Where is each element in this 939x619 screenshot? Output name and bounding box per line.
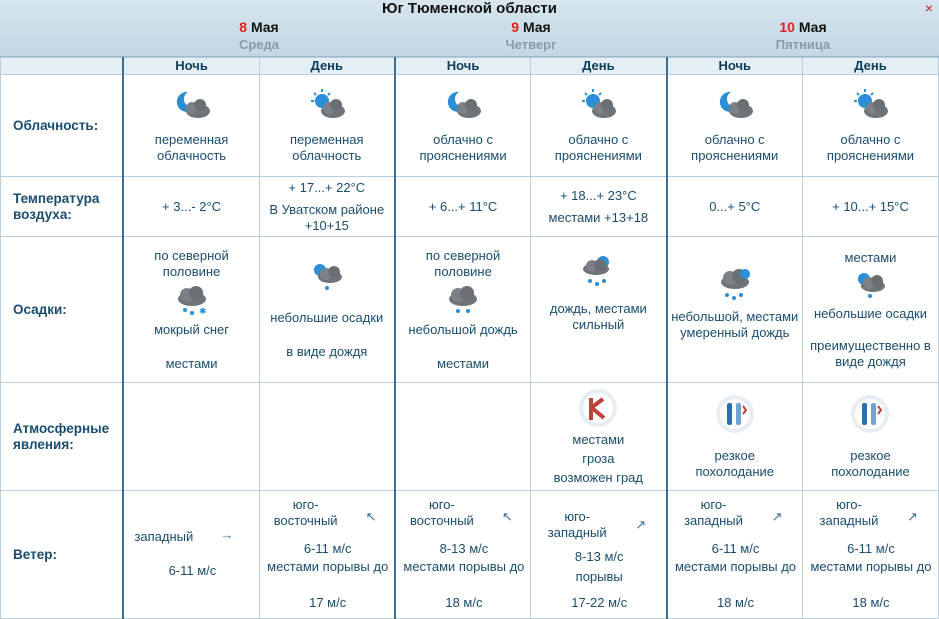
wind-direction: юго-западный — [547, 509, 607, 540]
temp-cell — [123, 177, 259, 237]
cloud-text: переменная облачность — [290, 131, 364, 163]
wind-cell — [667, 491, 803, 619]
sun-rain-cloud-icon — [307, 260, 347, 294]
wind-direction: западный — [134, 529, 194, 544]
cloud-text: облачно с прояснениями — [419, 131, 507, 163]
thermometer-cold-icon — [714, 394, 756, 434]
phen-text: гроза — [582, 450, 615, 466]
row-label-precip: Осадки: — [1, 237, 124, 383]
phen-row — [1, 383, 939, 491]
thunderstorm-icon — [577, 388, 619, 428]
cloud-text: облачно с прояснениями — [554, 131, 642, 163]
phen-cell — [802, 383, 938, 491]
sun-cloud-icon — [850, 88, 890, 122]
wind-gust: местами порывы до — [403, 559, 525, 574]
cloud-row — [1, 75, 939, 177]
wind-direction: юго-западный — [684, 497, 743, 528]
precip-text: дождь, местами сильный — [549, 300, 647, 332]
precip-text: небольшие осадки — [270, 309, 384, 325]
cloud-text: облачно с прояснениями — [691, 131, 779, 163]
forecast-table — [0, 57, 939, 619]
close-icon[interactable]: × — [924, 0, 933, 16]
day-number: 9 — [511, 19, 520, 35]
phen-text: местами — [572, 431, 625, 447]
wind-gust-value: 18 м/с — [716, 595, 755, 610]
sun-rain-cloud-icon — [578, 253, 618, 289]
rain-cloud-icon — [443, 284, 483, 316]
precip-text: небольшие осадки — [813, 305, 927, 321]
wind-row — [1, 491, 939, 619]
temp-cell — [395, 177, 531, 237]
phen-text: возможен град — [553, 469, 644, 485]
phen-text: резкое похолодание — [695, 447, 775, 479]
phen-cell — [531, 383, 667, 491]
temp-cell — [531, 177, 667, 237]
period-night: Ночь — [667, 58, 803, 75]
cloud-cell — [395, 75, 531, 177]
arrow-up-right-icon: ↗ — [771, 509, 783, 524]
wind-gust-value: 18 м/с — [852, 595, 890, 610]
precip-scope: местами — [844, 249, 897, 265]
arrow-up-left-icon: ↖ — [501, 509, 513, 524]
day-month: Мая — [250, 19, 279, 35]
precip-cell — [395, 237, 531, 383]
cloud-cell — [259, 75, 395, 177]
temp-row — [1, 177, 939, 237]
wind-direction: юго-западный — [819, 497, 879, 528]
phen-cell — [259, 383, 395, 491]
temp-range: + 17...+ 22°C — [288, 179, 366, 195]
moon-cloud-icon — [443, 88, 483, 122]
wind-cell — [259, 491, 395, 619]
temp-range: + 18...+ 23°C — [559, 187, 637, 203]
precip-text: небольшой, местами умеренный дождь — [671, 308, 799, 340]
weekday: Среда — [238, 37, 280, 52]
wind-gust: местами порывы до — [267, 559, 389, 574]
wind-gust-value: 18 м/с — [445, 595, 483, 610]
precip-note: местами — [437, 355, 489, 371]
temp-range: + 6...+ 11°C — [428, 198, 498, 214]
arrow-up-right-icon: ↗ — [906, 509, 918, 524]
svg-text:✱: ✱ — [198, 305, 207, 316]
wind-speed: 8-13 м/с — [574, 549, 624, 564]
precip-row — [1, 237, 939, 383]
day-number: 8 — [239, 19, 248, 35]
temp-cell — [259, 177, 395, 237]
wind-cell — [531, 491, 667, 619]
precip-cell — [802, 237, 938, 383]
wind-speed: 6-11 м/с — [711, 541, 760, 556]
sun-cloud-icon — [307, 88, 347, 122]
wind-gust-value: 17-22 м/с — [571, 595, 628, 610]
wind-direction: юго-восточный — [273, 497, 338, 528]
cloud-cell — [802, 75, 938, 177]
precip-scope: по северной половине — [154, 247, 229, 279]
precip-cell — [259, 237, 395, 383]
weekday: Пятница — [775, 37, 831, 52]
day-number: 10 — [779, 19, 795, 35]
temp-cell — [667, 177, 803, 237]
cloud-text: переменная облачность — [154, 131, 229, 163]
temp-note: местами +13+18 — [548, 209, 649, 225]
precip-cell — [531, 237, 667, 383]
precip-note: в виде дождя — [286, 343, 368, 359]
day-month: Мая — [798, 19, 827, 35]
precip-note: местами — [165, 355, 218, 371]
wind-gust: местами порывы до — [810, 559, 932, 574]
day-header-2 — [431, 19, 631, 52]
wind-speed: 6-11 м/с — [168, 563, 217, 578]
moon-cloud-icon — [715, 88, 755, 122]
thermometer-cold-icon — [849, 394, 891, 434]
day-header-1 — [159, 19, 359, 52]
cloud-cell — [531, 75, 667, 177]
wind-gust: местами порывы до — [674, 559, 797, 574]
precip-note: преимущественно в виде дождя — [810, 337, 931, 369]
precip-scope: по северной половине — [425, 247, 501, 279]
wind-speed: 8-13 м/с — [439, 541, 489, 556]
rain-cloud-icon — [715, 267, 755, 303]
period-day: День — [259, 58, 395, 75]
temp-range: 0...+ 5°C — [709, 198, 761, 214]
day-header-3 — [703, 19, 903, 52]
cloud-cell — [123, 75, 259, 177]
arrow-up-right-icon: ↗ — [635, 517, 647, 532]
row-label-temp: Температура воздуха: — [1, 177, 124, 237]
temp-range: + 10...+ 15°C — [832, 198, 909, 214]
cloud-text: облачно с прояснениями — [826, 131, 915, 163]
wind-cell — [395, 491, 531, 619]
sun-cloud-icon — [578, 88, 618, 122]
row-label-wind: Ветер: — [1, 491, 124, 619]
wind-speed: 6-11 м/с — [303, 541, 352, 556]
row-label-cloud: Облачность: — [1, 75, 124, 177]
phen-text: резкое похолодание — [831, 447, 910, 479]
sun-rain-cloud-icon — [850, 270, 890, 300]
region-title: Юг Тюменской области — [382, 0, 557, 17]
precip-cell — [667, 237, 803, 383]
period-night: Ночь — [123, 58, 259, 75]
moon-cloud-icon — [172, 88, 212, 122]
period-day: День — [802, 58, 938, 75]
corner-cell — [1, 58, 124, 75]
row-label-phen: Атмосферные явления: — [1, 383, 124, 491]
period-day: День — [531, 58, 667, 75]
wind-gust-value: 17 м/с — [309, 595, 347, 610]
wind-gust: порывы — [575, 569, 623, 584]
phen-cell — [395, 383, 531, 491]
sleet-cloud-icon — [172, 284, 212, 316]
period-night: Ночь — [395, 58, 531, 75]
wind-speed: 6-11 м/с — [847, 541, 895, 556]
temp-range: + 3...- 2°C — [162, 198, 222, 214]
wind-cell — [802, 491, 938, 619]
wind-cell — [123, 491, 259, 619]
temp-note: В Уватском районе +10+15 — [269, 201, 385, 233]
precip-text: небольшой дождь — [408, 321, 518, 337]
phen-cell — [667, 383, 803, 491]
weekday: Четверг — [505, 37, 557, 52]
day-month: Мая — [522, 19, 551, 35]
forecast-header — [0, 0, 939, 57]
phen-cell — [123, 383, 259, 491]
arrow-right-icon: → — [220, 527, 234, 542]
arrow-up-left-icon: ↖ — [365, 509, 377, 524]
precip-cell — [123, 237, 259, 383]
precip-text: мокрый снег — [154, 321, 230, 337]
cloud-cell — [667, 75, 803, 177]
temp-cell — [802, 177, 938, 237]
wind-direction: юго-восточный — [410, 497, 474, 528]
